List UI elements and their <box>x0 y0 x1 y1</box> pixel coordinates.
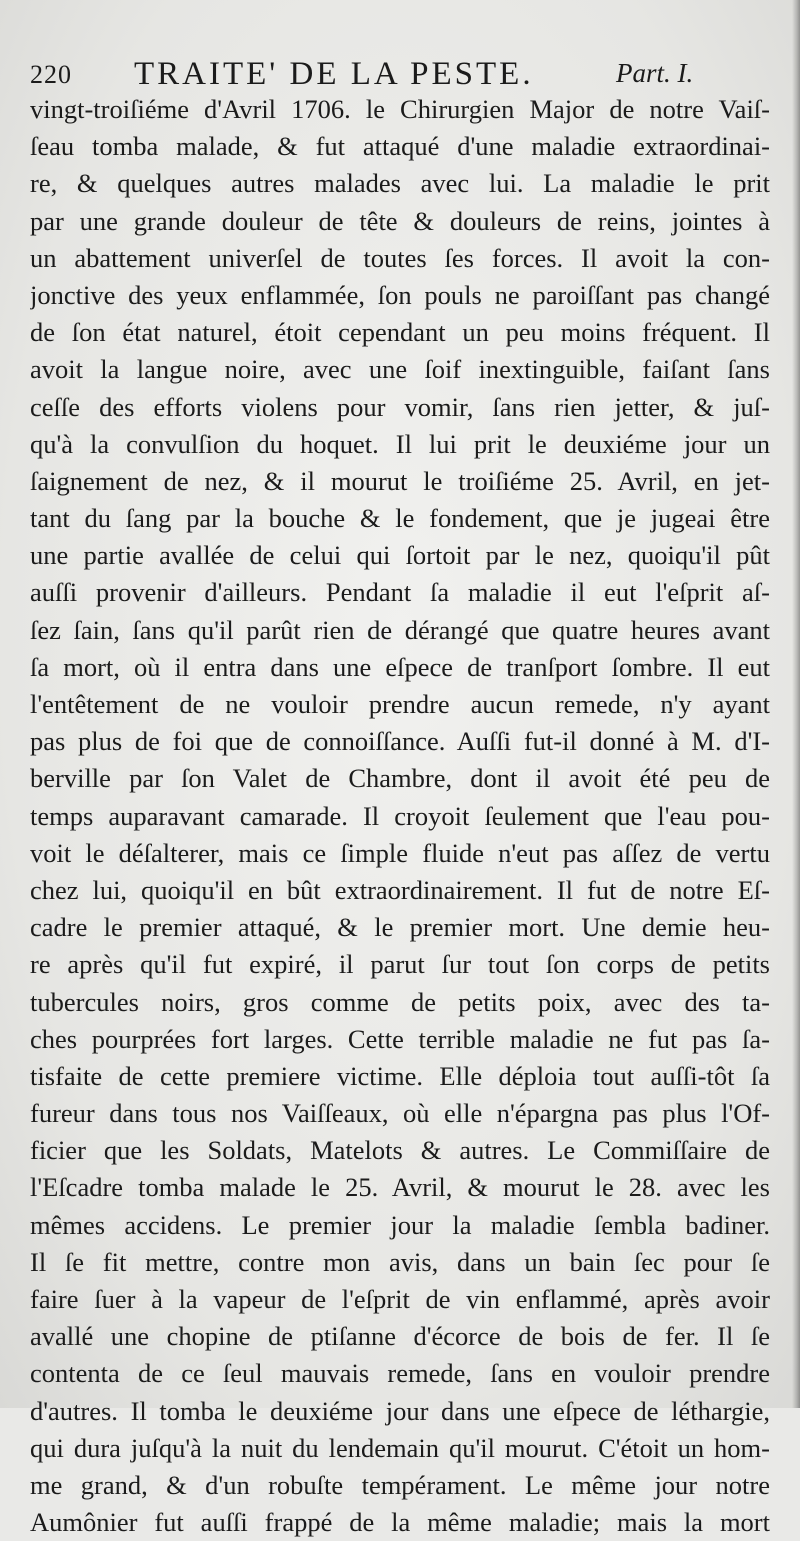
running-title: TRAITE' DE LA PESTE. <box>134 56 534 92</box>
text-line: chez lui, quoiqu'il en bût extraordinairement. Il fut de notre Eſ- <box>30 874 770 905</box>
text-line: berville par ſon Valet de Chambre, dont il avoit été peu de <box>30 763 770 794</box>
text-line: avallé une chopine de ptiſanne d'écorce de bois de fer. Il ſe <box>30 1321 770 1352</box>
text-line: par une grande douleur de tête & douleurs de reins, jointes à <box>30 205 770 236</box>
text-line: ceſſe des efforts violens pour vomir, ſans rien jetter, & juſ- <box>30 391 770 422</box>
text-line: tant du ſang par la bouche & le fondement, que je jugeai être <box>30 503 770 534</box>
text-line: ſeau tomba malade, & fut attaqué d'une maladie extraordinai- <box>30 131 770 162</box>
text-line: ſaignement de nez, & il mourut le troiſiéme 25. Avril, en jet- <box>30 465 770 496</box>
text-line: tubercules noirs, gros comme de petits poix, avec des ta- <box>30 986 770 1017</box>
text-line: ficier que les Soldats, Matelots & autres. Le Commiſſaire de <box>30 1135 770 1166</box>
text-line: voit le déſalterer, mais ce ſimple fluide n'eut pas aſſez de vertu <box>30 837 770 868</box>
part-label: Part. I. <box>616 58 694 88</box>
text-line: vingt-troiſiéme d'Avril 1706. le Chirurgien Major de notre Vaiſ- <box>30 94 770 124</box>
body-text <box>30 91 770 1541</box>
text-line: l'Eſcadre tomba malade le 25. Avril, & mourut le 28. avec les <box>30 1172 770 1203</box>
text-line: l'entêtement de ne vouloir prendre aucun remede, n'y ayant <box>30 689 770 719</box>
page-header <box>30 56 770 92</box>
text-line: Il ſe fit mettre, contre mon avis, dans un bain ſec pour ſe <box>30 1246 770 1277</box>
text-line: d'autres. Il tomba le deuxiéme jour dans une eſpece de léthargie, <box>30 1395 770 1426</box>
text-line: pas plus de foi que de connoiſſance. Auſſi fut-il donné à M. d'I- <box>30 726 770 757</box>
text-line: re après qu'il fut expiré, il parut ſur tout ſon corps de petits <box>30 949 770 980</box>
text-line: une partie avallée de celui qui ſortoit par le nez, quoiqu'il pût <box>30 540 770 571</box>
text-line: re, & quelques autres malades avec lui. La maladie le prit <box>30 168 770 199</box>
text-line: auſſi provenir d'ailleurs. Pendant ſa maladie il eut l'eſprit aſ- <box>30 577 770 608</box>
page-edge-shadow <box>792 0 800 1408</box>
text-line: ches pourprées fort larges. Cette terrible maladie ne fut pas ſa- <box>30 1023 770 1054</box>
text-line: qu'à la convulſion du hoquet. Il lui prit le deuxiéme jour un <box>30 428 770 459</box>
text-line: ſa mort, où il entra dans une eſpece de tranſport ſombre. Il eut <box>30 651 770 682</box>
text-line: ſez ſain, ſans qu'il parût rien de dérangé que quatre heures avant <box>30 614 770 645</box>
text-line: de ſon état naturel, étoit cependant un peu moins fréquent. Il <box>30 317 770 348</box>
page-number: 220 <box>30 60 72 89</box>
text-line: cadre le premier attaqué, & le premier mort. Une demie heu- <box>30 912 770 943</box>
text-line: temps auparavant camarade. Il croyoit ſeulement que l'eau pou- <box>30 800 770 831</box>
text-line: avoit la langue noire, avec une ſoif inextinguible, faiſant ſans <box>30 354 770 385</box>
text-line: tisfaite de cette premiere victime. Elle déploia tout auſſi-tôt ſa <box>30 1060 770 1091</box>
text-line: Aumônier fut auſſi frappé de la même maladie; mais la mort <box>30 1507 770 1538</box>
text-line: me grand, & d'un robuſte tempérament. Le même jour notre <box>30 1469 770 1500</box>
text-line: faire ſuer à la vapeur de l'eſprit de vin enflammé, après avoir <box>30 1284 770 1314</box>
text-line: un abattement univerſel de toutes ſes forces. Il avoit la con- <box>30 242 770 273</box>
text-line: qui dura juſqu'à la nuit du lendemain qu'il mourut. C'étoit un hom- <box>30 1432 770 1463</box>
text-line: contenta de ce ſeul mauvais remede, ſans en vouloir prendre <box>30 1358 770 1389</box>
text-line: fureur dans tous nos Vaiſſeaux, où elle n'épargna pas plus l'Of- <box>30 1098 770 1129</box>
text-line: jonctive des yeux enflammée, ſon pouls ne paroiſſant pas changé <box>30 279 770 310</box>
text-line: mêmes accidens. Le premier jour la maladie ſembla badiner. <box>30 1209 770 1240</box>
